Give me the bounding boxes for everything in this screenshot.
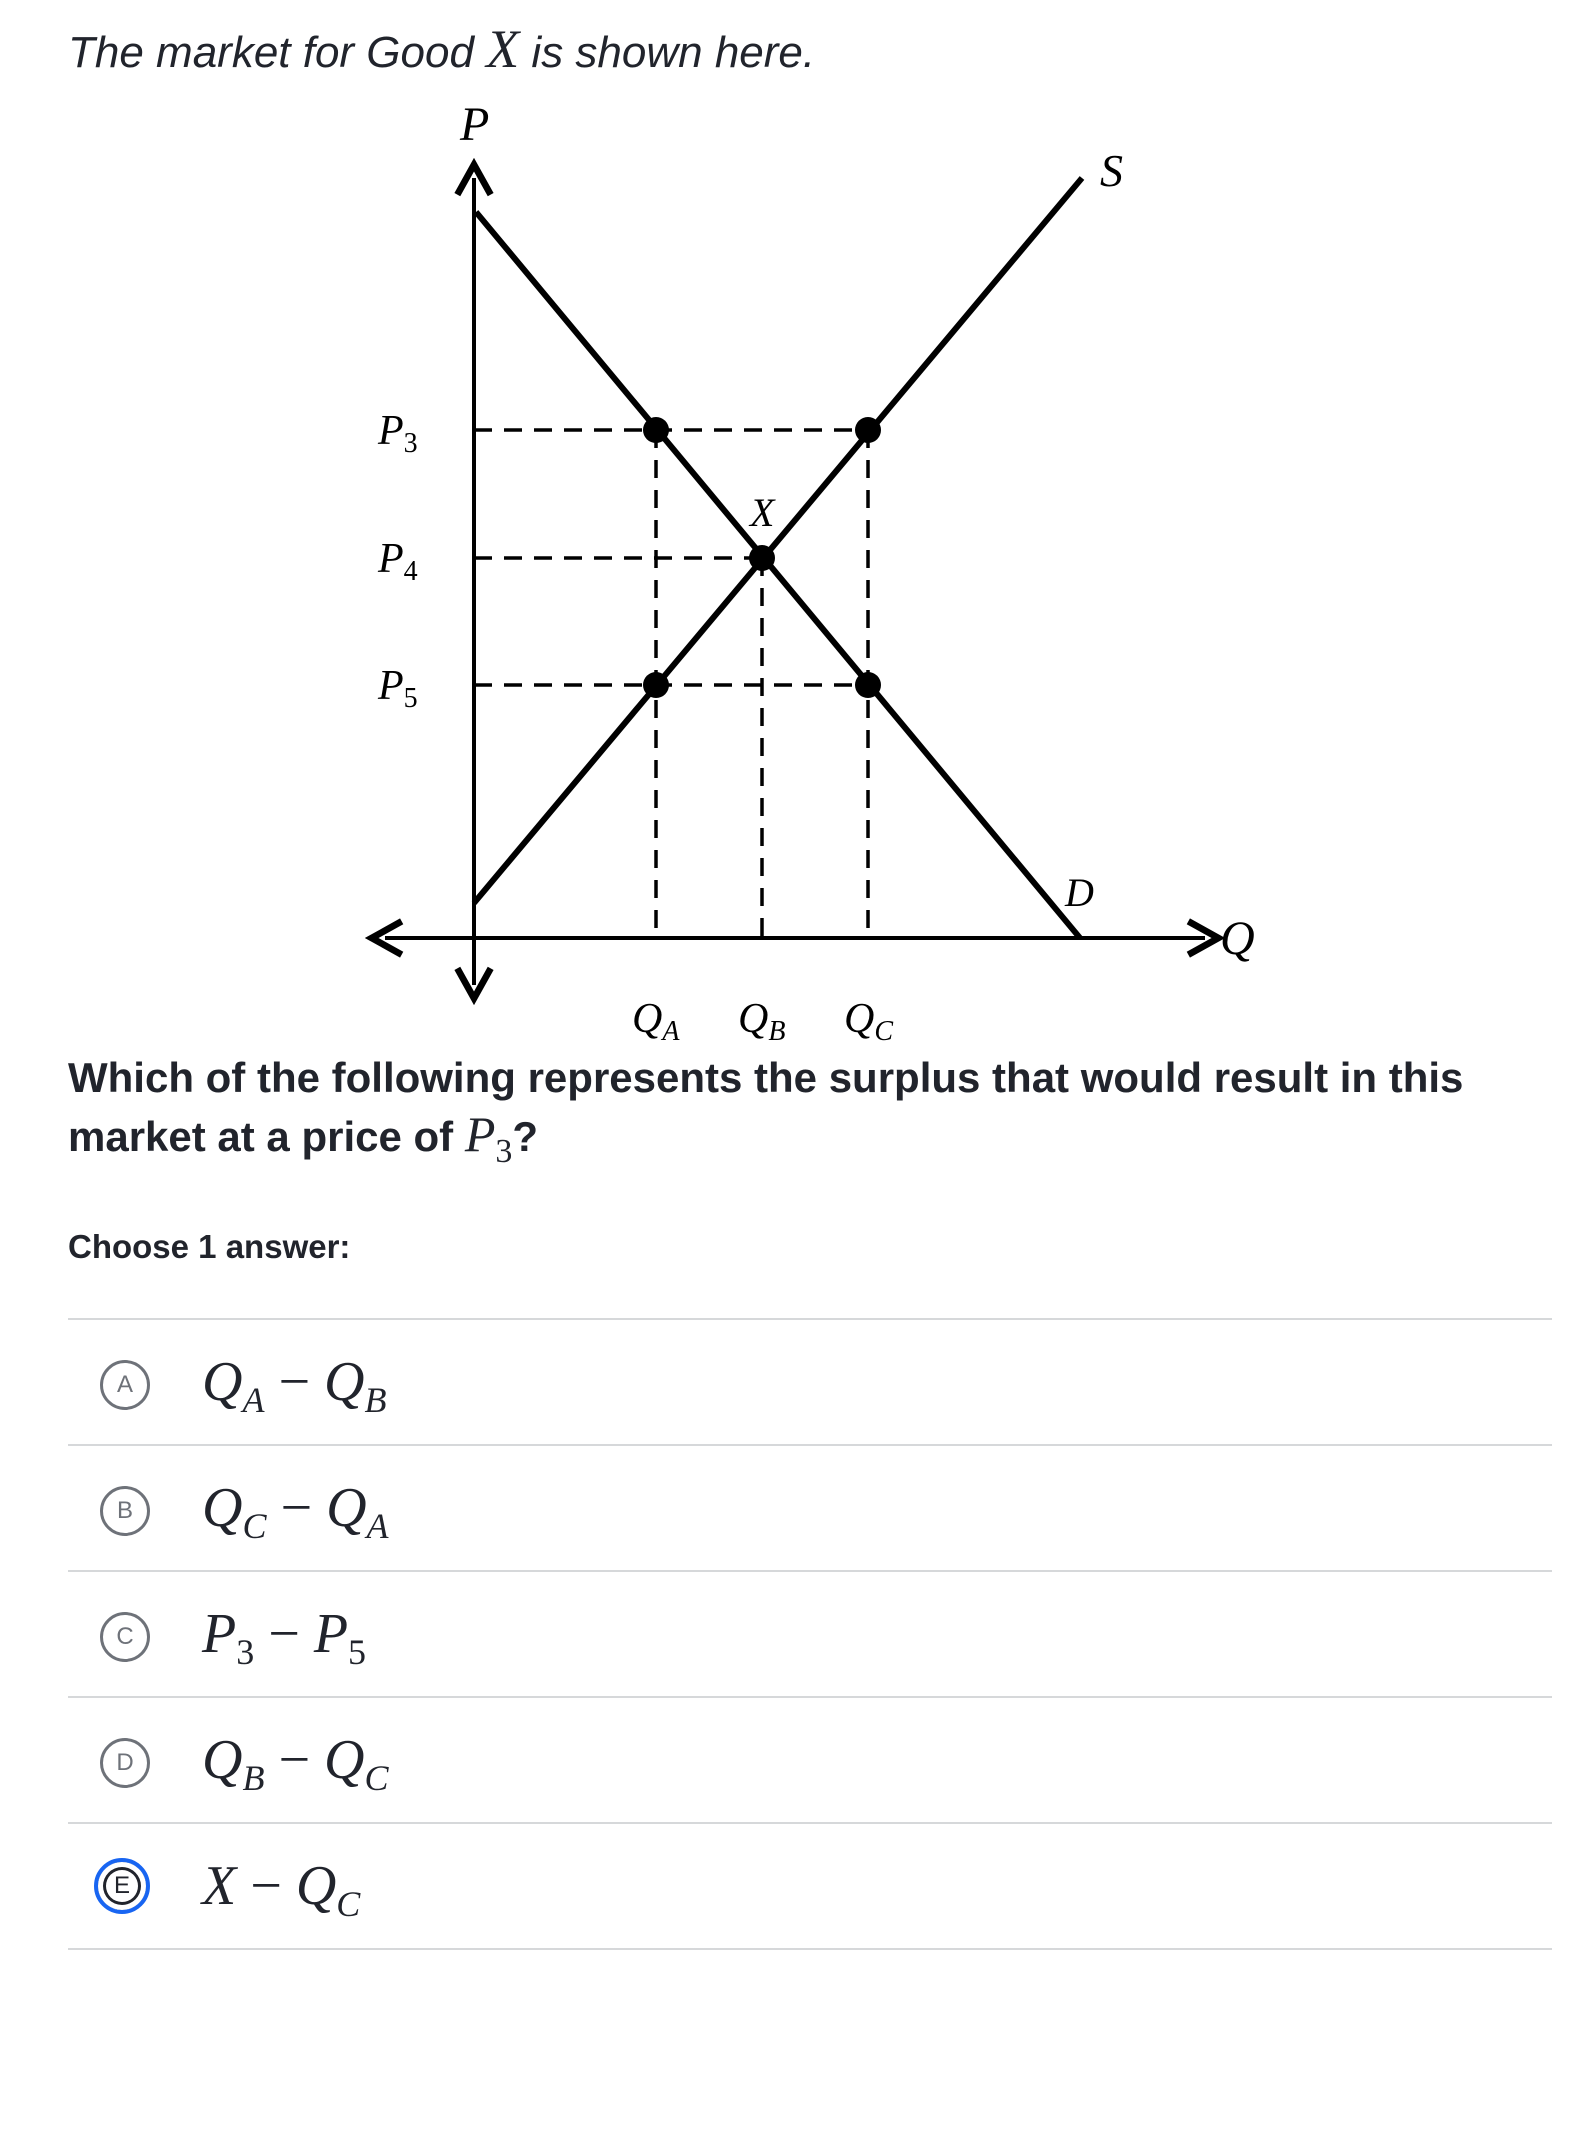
- choice-c-letter-circle: C: [100, 1612, 150, 1662]
- choice-b-letter-circle: B: [100, 1486, 150, 1536]
- supply-curve: [474, 178, 1082, 903]
- choice-d-op: −: [264, 1729, 325, 1791]
- quantity-label-qc-base: Q: [844, 996, 875, 1042]
- choice-c[interactable]: [68, 1572, 1552, 1698]
- choice-a-op: −: [264, 1351, 325, 1413]
- quantity-label-qb: [738, 996, 785, 1047]
- choice-e[interactable]: [68, 1824, 1552, 1950]
- choice-d-term2: Q: [324, 1729, 365, 1791]
- choice-a-text: [202, 1350, 387, 1421]
- choice-d-term1-sub: B: [242, 1758, 265, 1799]
- supply-demand-graph: [0, 0, 1588, 1060]
- price-label-p4-sub: 4: [403, 556, 418, 587]
- price-label-p5: [377, 663, 418, 714]
- quantity-label-qa-base: Q: [632, 996, 663, 1042]
- quantity-label-qa-sub: A: [662, 1016, 680, 1047]
- quantity-label-qc: [844, 996, 893, 1047]
- demand-curve: [476, 212, 1080, 938]
- choice-c-op: −: [254, 1603, 314, 1665]
- demand-label: D: [1065, 870, 1094, 915]
- choice-e-op: −: [236, 1855, 296, 1917]
- choice-c-text: [202, 1602, 366, 1673]
- price-label-p5-sub: 5: [403, 683, 418, 714]
- choice-e-term1: X: [202, 1855, 237, 1917]
- point-equilibrium: [749, 545, 775, 571]
- price-label-p3: [377, 408, 418, 459]
- quantity-label-qb-sub: B: [768, 1016, 786, 1047]
- point-p5-supply: [643, 672, 669, 698]
- choice-b-op: −: [266, 1477, 327, 1539]
- choice-a-term2-sub: B: [364, 1380, 387, 1421]
- question-end: ?: [512, 1113, 539, 1160]
- choice-c-term1: P: [202, 1603, 237, 1665]
- question-var: P: [464, 1106, 496, 1162]
- choice-a-term1: Q: [202, 1351, 243, 1413]
- choice-b-term2: Q: [326, 1477, 367, 1539]
- price-label-p3-sub: 3: [403, 428, 418, 459]
- question-body: Which of the following represents the surplus that would result in this market at a price of: [68, 1054, 1464, 1160]
- choice-b-text: [202, 1476, 389, 1547]
- question-price-variable: [464, 1106, 513, 1170]
- choice-c-term1-sub: 3: [236, 1632, 255, 1673]
- choice-e-term2: Q: [295, 1855, 337, 1917]
- price-label-p5-base: P: [378, 663, 404, 709]
- choice-a[interactable]: [68, 1320, 1552, 1446]
- supply-label: S: [1100, 145, 1123, 196]
- choice-d-text: [202, 1728, 389, 1799]
- choice-d-term1: Q: [202, 1729, 243, 1791]
- quantity-label-qa: [632, 996, 680, 1047]
- question-text: [68, 1050, 1528, 1180]
- equilibrium-label: X: [750, 490, 775, 535]
- choice-d-term2-sub: C: [364, 1758, 389, 1799]
- price-label-p3-base: P: [378, 408, 404, 454]
- choice-e-text: [202, 1854, 360, 1925]
- quantity-label-qb-base: Q: [738, 996, 769, 1042]
- choice-a-term2: Q: [324, 1351, 365, 1413]
- choice-b-term1: Q: [202, 1477, 243, 1539]
- point-p3-demand: [643, 417, 669, 443]
- choice-d-letter-circle: D: [100, 1738, 150, 1788]
- question-var-sub: 3: [495, 1133, 513, 1170]
- point-p5-demand: [855, 672, 881, 698]
- choose-label: Choose 1 answer:: [68, 1228, 351, 1265]
- intro-suffix: is shown here.: [531, 28, 816, 77]
- choice-c-term2-sub: 5: [348, 1632, 367, 1673]
- price-label-p4-base: P: [378, 536, 404, 582]
- answer-choices: [68, 1318, 1552, 1950]
- x-axis-label: Q: [1220, 912, 1255, 965]
- intro-good-variable: X: [486, 19, 520, 79]
- choice-b[interactable]: [68, 1446, 1552, 1572]
- point-p3-supply: [855, 417, 881, 443]
- y-axis-label: P: [460, 98, 490, 151]
- price-label-p4: [377, 536, 418, 587]
- choice-e-term2-sub: C: [336, 1884, 361, 1925]
- choice-b-term1-sub: C: [242, 1506, 267, 1547]
- choice-a-letter-circle: A: [100, 1360, 150, 1410]
- choice-b-term2-sub: A: [366, 1506, 389, 1547]
- choice-c-term2: P: [313, 1603, 349, 1665]
- intro-prefix: The market for Good: [68, 28, 474, 77]
- choice-e-letter-circle-selected: E: [94, 1858, 150, 1914]
- quantity-label-qc-sub: C: [874, 1016, 894, 1047]
- choice-a-term1-sub: A: [242, 1380, 265, 1421]
- choice-d[interactable]: [68, 1698, 1552, 1824]
